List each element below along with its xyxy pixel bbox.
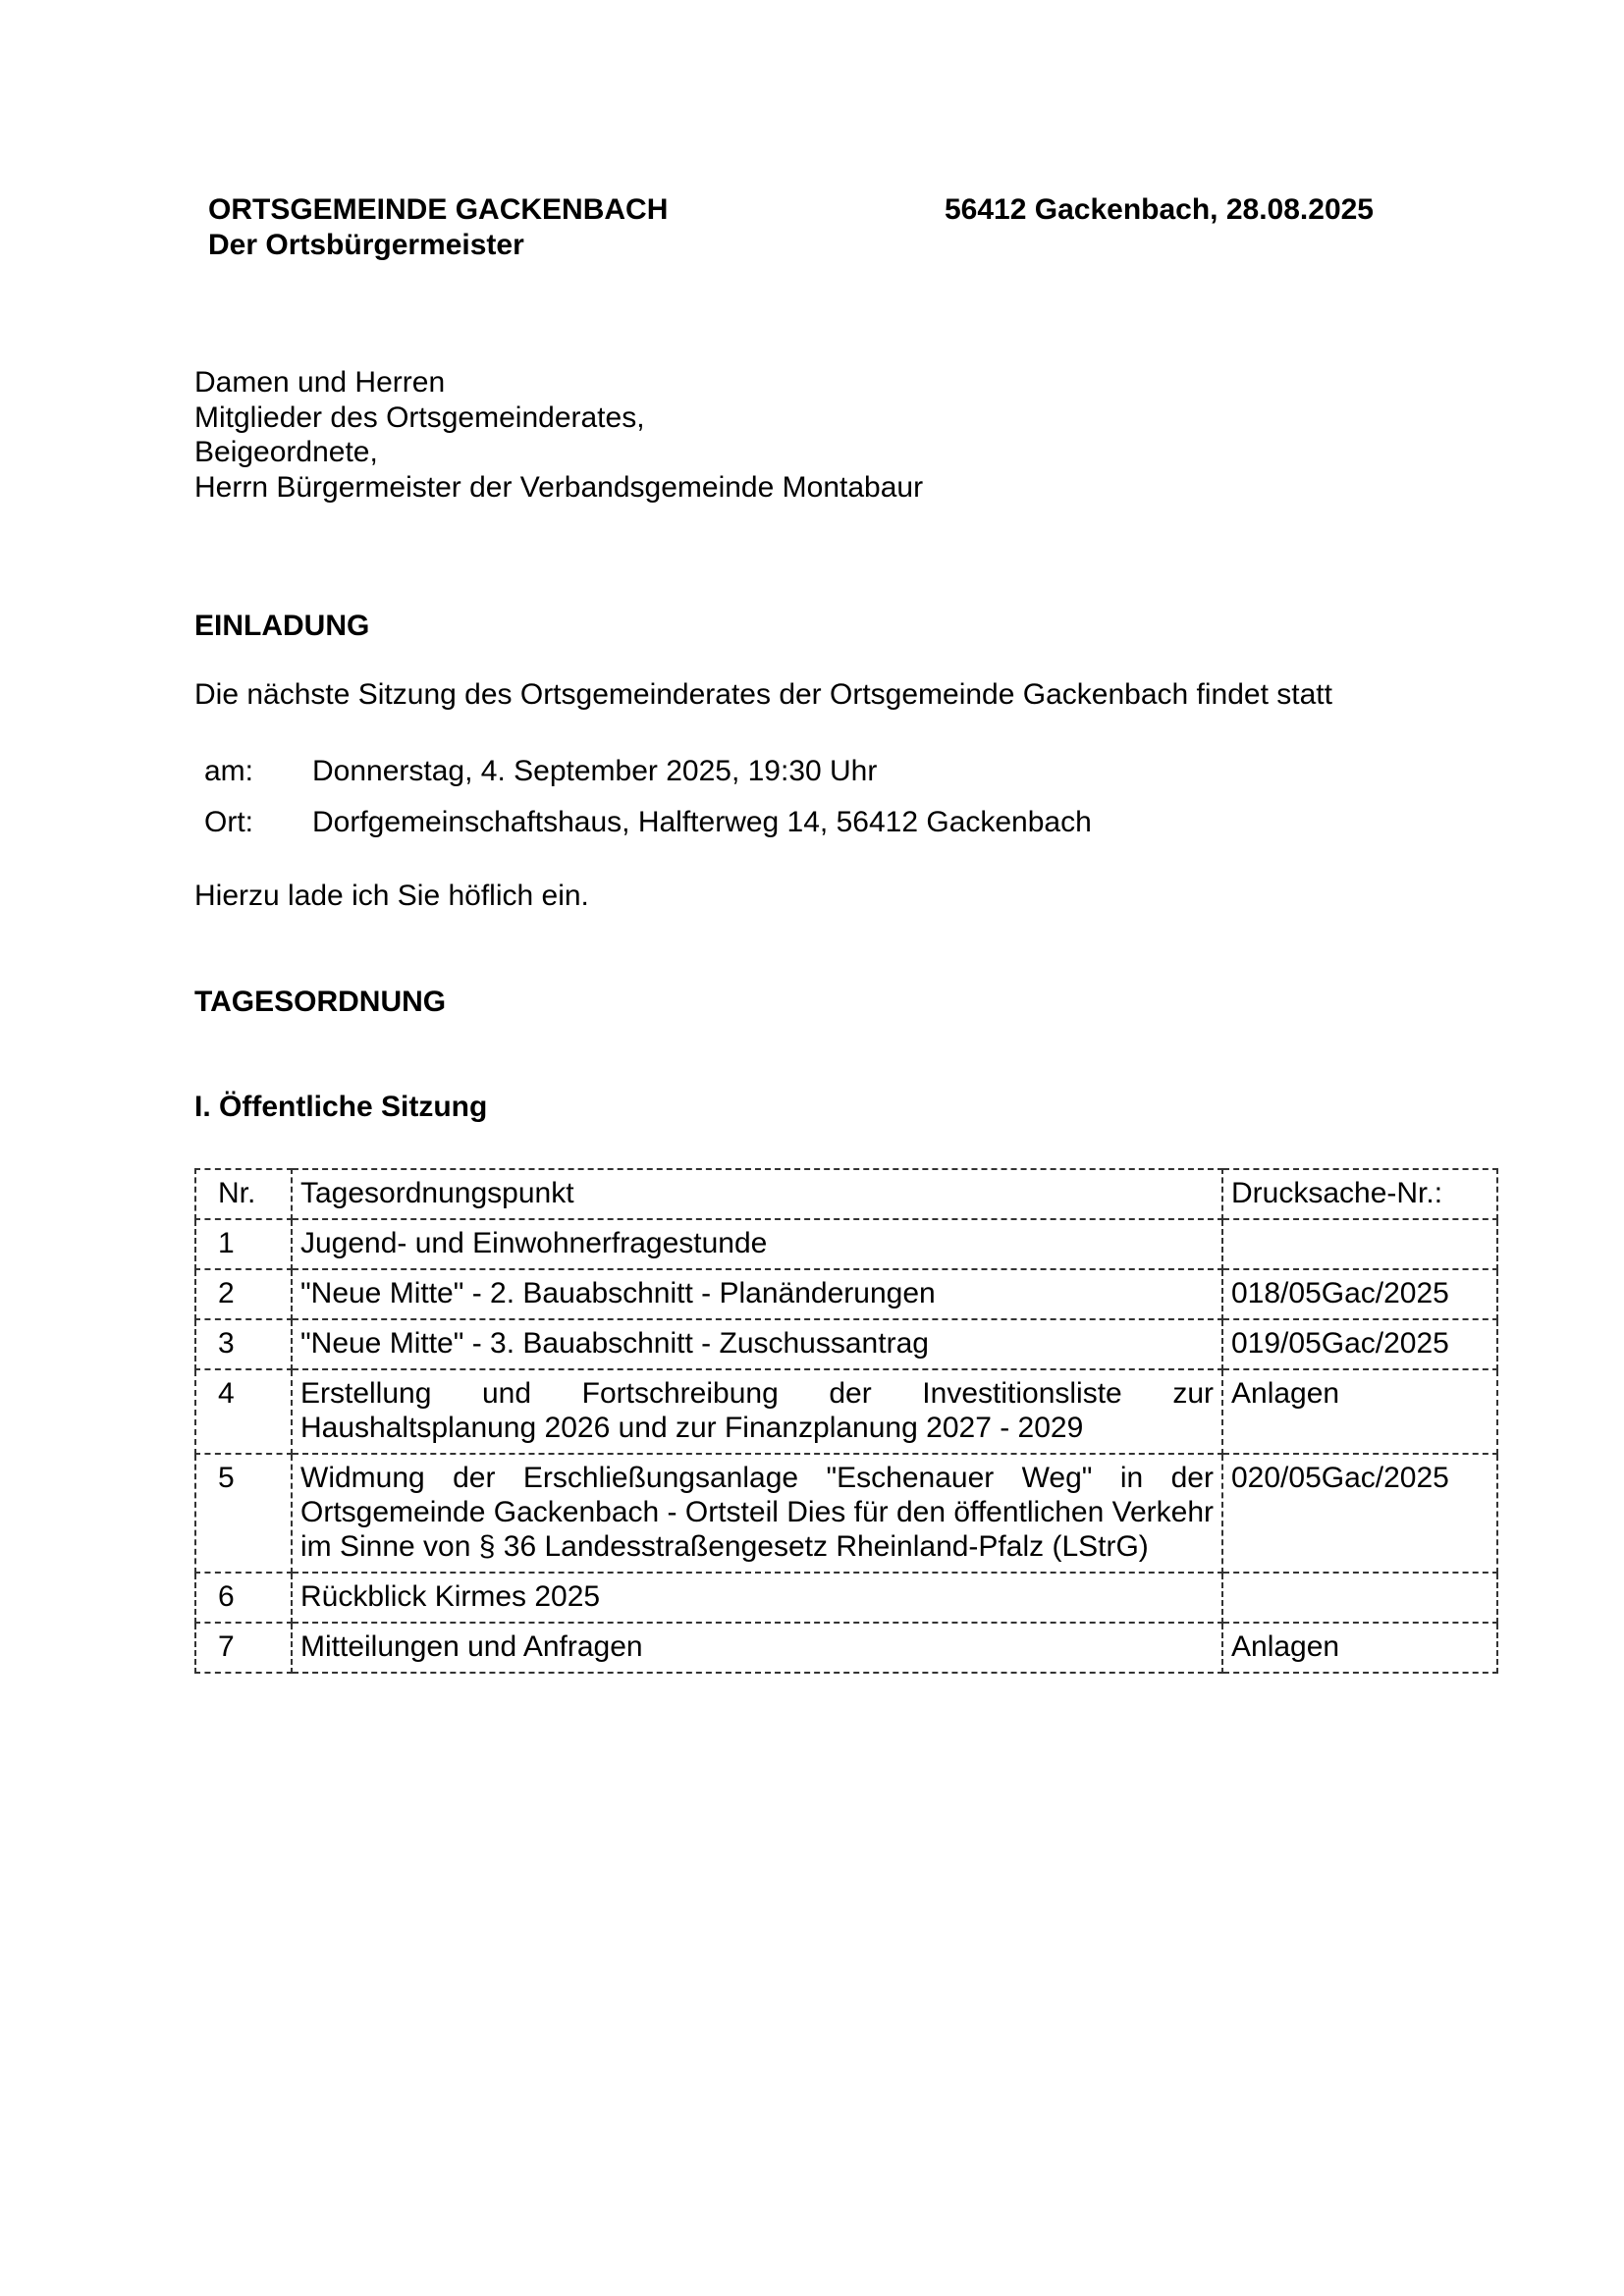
recipient-block [194,365,923,505]
agenda-topic: "Neue Mitte" - 2. Bauabschnitt - Planänderungen [292,1269,1222,1319]
agenda-doc: 018/05Gac/2025 [1222,1269,1497,1319]
table-row [195,1219,1497,1269]
recipient-line: Beigeordnete, [194,436,378,468]
table-row [195,1369,1497,1454]
agenda-nr: 7 [195,1623,292,1673]
agenda-topic: Rückblick Kirmes 2025 [292,1573,1222,1623]
agenda-topic: Widmung der Erschließungsanlage "Eschenauer Weg" in der Ortsgemeinde Gackenbach - Ortsteil Dies für den öffentlichen Verkehr im Sinne von § 36 Landesstraßengesetz Rheinland-Pfalz (LStrG) [292,1454,1222,1573]
org-name: ORTSGEMEINDE GACKENBACH [208,193,669,226]
org-role: Der Ortsbürgermeister [208,229,524,261]
place-date: 56412 Gackenbach, 28.08.2025 [945,193,1374,226]
agenda-topic: Jugend- und Einwohnerfragestunde [292,1219,1222,1269]
agenda-nr: 1 [195,1219,292,1269]
invitation-heading: EINLADUNG [194,610,370,642]
invitation-intro: Die nächste Sitzung des Ortsgemeinderates der Ortsgemeinde Gackenbach findet statt [194,678,1332,711]
agenda-nr: 2 [195,1269,292,1319]
agenda-doc: 020/05Gac/2025 [1222,1454,1497,1573]
agenda-doc: 019/05Gac/2025 [1222,1319,1497,1369]
column-header-doc: Drucksache-Nr.: [1222,1169,1497,1219]
meeting-place-label: Ort: [204,806,253,838]
table-row [195,1269,1497,1319]
meeting-date-label: am: [204,755,254,787]
agenda-topic: Erstellung und Fortschreibung der Investitionsliste zur Haushaltsplanung 2026 und zur Finanzplanung 2027 - 2029 [292,1369,1222,1454]
agenda-doc [1222,1219,1497,1269]
invitation-closing: Hierzu lade ich Sie höflich ein. [194,880,589,912]
agenda-nr: 5 [195,1454,292,1573]
column-header-topic: Tagesordnungspunkt [292,1169,1222,1219]
agenda-heading: TAGESORDNUNG [194,986,447,1018]
agenda-nr: 4 [195,1369,292,1454]
agenda-topic: "Neue Mitte" - 3. Bauabschnitt - Zuschussantrag [292,1319,1222,1369]
table-row [195,1573,1497,1623]
agenda-doc: Anlagen [1222,1623,1497,1673]
recipient-line: Mitglieder des Ortsgemeinderates, [194,400,645,434]
table-row [195,1454,1497,1573]
table-row [195,1623,1497,1673]
agenda-table [194,1168,1498,1674]
agenda-doc: Anlagen [1222,1369,1497,1454]
recipient-line: Damen und Herren [194,366,446,399]
recipient-line: Herrn Bürgermeister der Verbandsgemeinde Montabaur [194,470,924,504]
agenda-section-title: I. Öffentliche Sitzung [194,1091,488,1123]
agenda-nr: 3 [195,1319,292,1369]
column-header-nr: Nr. [195,1169,292,1219]
table-header-row [195,1169,1497,1219]
meeting-date-value: Donnerstag, 4. September 2025, 19:30 Uhr [312,755,878,787]
letterhead-sender [208,192,668,263]
meeting-place-value: Dorfgemeinschaftshaus, Halfterweg 14, 56412 Gackenbach [312,806,1092,838]
agenda-nr: 6 [195,1573,292,1623]
agenda-doc [1222,1573,1497,1623]
table-row [195,1319,1497,1369]
agenda-topic: Mitteilungen und Anfragen [292,1623,1222,1673]
